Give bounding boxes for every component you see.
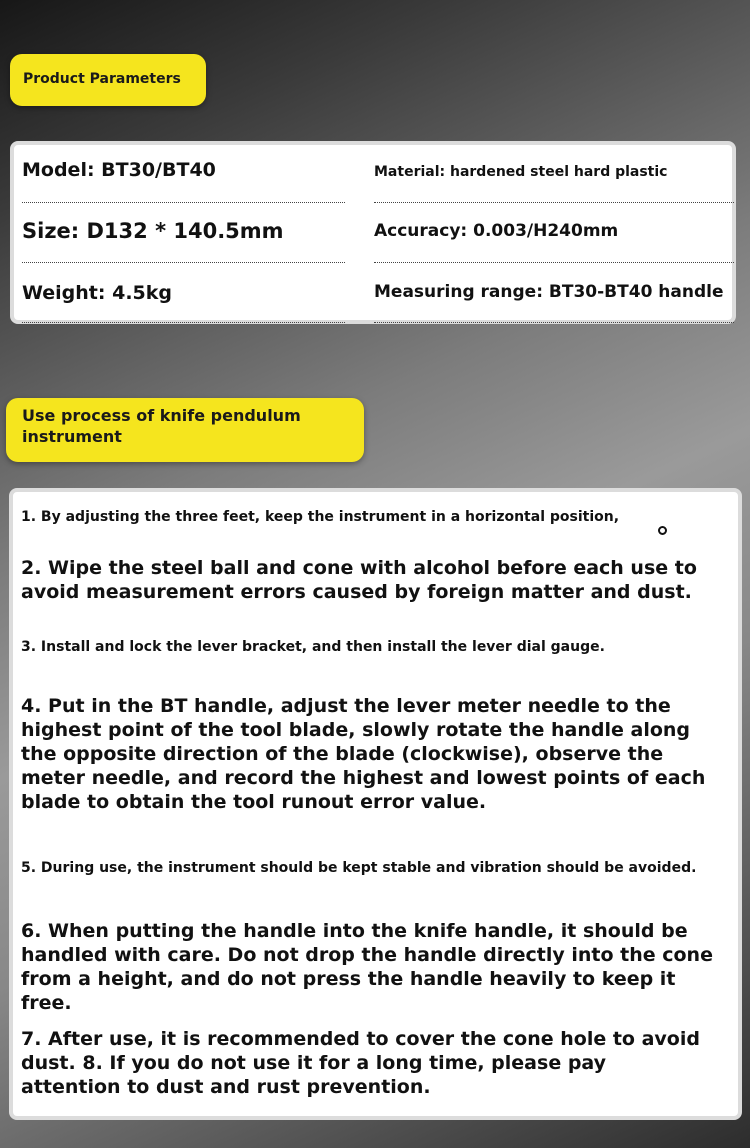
param-measuring-range: Measuring range: BT30-BT40 handle [374, 273, 734, 323]
step-1: 1. By adjusting the three feet, keep the instrument in a horizontal position, [21, 509, 620, 525]
param-accuracy: Accuracy: 0.003/H240mm [374, 213, 734, 263]
step-7: 7. After use, it is recommended to cover the cone hole to avoid dust. 8. If you do not use it for a long time, please pay attention to dust and rust prevention. [21, 1028, 700, 1098]
step-6: 6. When putting the handle into the knife handle, it should be handled with care. Do not drop the handle directly into the cone from a height, and do not press the handle heavily to keep it free. [21, 920, 713, 1014]
step-4: 4. Put in the BT handle, adjust the lever meter needle to the highest point of the tool blade, slowly rotate the handle along the opposite direction of the blade (clockwise), observe the meter needle, and record the highest and lowest points of each blade to obtain the tool runout error value. [21, 695, 706, 813]
step-2: 2. Wipe the steel ball and cone with alcohol before each use to avoid measurement errors caused by foreign matter and dust. [21, 557, 697, 603]
circle-mark-icon [658, 526, 667, 535]
step-5: 5. During use, the instrument should be kept stable and vibration should be avoided. [21, 860, 697, 876]
param-weight: Weight: 4.5kg [22, 273, 345, 323]
product-parameters-heading: Product Parameters [10, 54, 206, 106]
use-process-heading: Use process of knife pendulum instrument [6, 398, 364, 462]
step-3: 3. Install and lock the lever bracket, and then install the lever dial gauge. [21, 639, 605, 655]
param-material: Material: hardened steel hard plastic [374, 153, 734, 203]
param-model: Model: BT30/BT40 [22, 153, 345, 203]
process-steps-card [9, 488, 742, 1120]
param-size: Size: D132 * 140.5mm [22, 213, 345, 263]
parameters-card [10, 141, 736, 324]
